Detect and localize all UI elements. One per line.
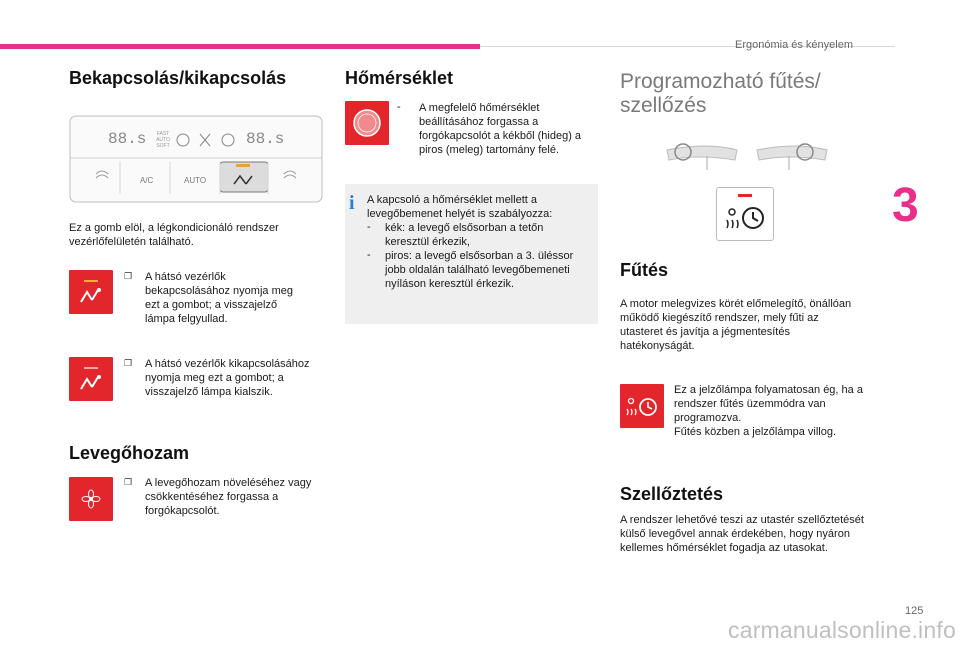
auto-button[interactable]: AUTO	[184, 176, 207, 185]
programmable-heating-button	[716, 187, 774, 241]
rear-seat-air-icon	[77, 286, 105, 306]
section-title-heating: Fűtés	[620, 260, 669, 280]
heating-timer-icon	[723, 202, 767, 234]
page-number: 125	[905, 605, 924, 617]
bullet-marker-1: ❐	[124, 271, 133, 281]
ac-button[interactable]: A/C	[140, 176, 154, 185]
airflow-text: A levegőhozam növeléséhez vagy csökkentéséhez forgassa a forgókapcsolót.	[145, 477, 312, 517]
ventilation-text: A rendszer lehetővé teszi az utastér szellőztetését külső levegővel annak érdekében, hogy nyáron kellemes hőmérséklet fogadja az utasokat.	[620, 514, 864, 554]
dashboard-illustration	[665, 138, 831, 174]
rear-controls-off-icon	[69, 357, 113, 401]
section-title-onoff: Bekapcsolás/kikapcsolás	[69, 68, 287, 88]
chapter-number: 3	[892, 179, 919, 232]
control-panel-drawing	[68, 112, 324, 206]
section-title-programmable: Programozható fűtés/ szellőzés	[620, 70, 821, 117]
dial-icon	[351, 107, 383, 139]
rear-controls-on-icon	[69, 270, 113, 314]
rear-off-text: A hátsó vezérlők kikapcsolásához nyomja meg ezt a gombot; a visszajelző lámpa kialszik.	[145, 358, 310, 398]
header-accent-bar	[0, 44, 480, 49]
chapter-title: Ergonómia és kényelem	[735, 39, 854, 51]
control-panel-illustration	[68, 112, 324, 206]
temp-display-right: 88.s	[246, 130, 285, 148]
section-title-ventilation: Szellőztetés	[620, 484, 724, 504]
watermark: carmanualsonline.info	[728, 617, 956, 643]
heating-text: A motor melegvizes körét előmelegítő, önállóan működő kiegészítő rendszer, mely fűti az utasteret és javítja a jégmentesítés hatékonyságát.	[620, 298, 852, 352]
onoff-intro-text: Ez a gomb elöl, a légkondicionáló rendszer vezérlőfelületén található.	[69, 222, 279, 248]
bullet-marker-2: ❐	[124, 358, 133, 368]
heating-indicator-icon	[620, 384, 664, 428]
heating-indicator-timer-icon	[624, 394, 660, 420]
temperature-dial-icon	[345, 101, 389, 145]
info-item-blue: kék: a levegő elsősorban a tetőn keresztül érkezik,	[385, 222, 544, 248]
programming-indicator-lamp	[738, 194, 752, 197]
fan-icon	[81, 489, 101, 509]
bullet-marker-3: ❐	[124, 477, 133, 487]
dash-marker-info-1: -	[367, 221, 371, 233]
section-title-airflow: Levegőhozam	[69, 443, 190, 463]
indicator-lamp-off	[84, 367, 98, 369]
indicator-lamp-on	[84, 280, 98, 282]
temp-display-left: 88.s	[108, 130, 147, 148]
info-item-red: piros: a levegő elsősorban a 3. üléssor jobb oldalán található levegőbemeneti nyíláson keresztül érkezik.	[385, 250, 574, 290]
airflow-dial-icon	[69, 477, 113, 521]
rear-on-text: A hátsó vezérlők bekapcsolásához nyomja meg ezt a gombot; a visszajelző lámpa felgyullad.	[145, 271, 293, 325]
dash-marker-temp: -	[397, 101, 401, 113]
rear-seat-air-icon-off	[77, 373, 105, 393]
dash-marker-info-2: -	[367, 249, 371, 261]
info-intro-text: A kapcsoló a hőmérséklet mellett a levegőbemenet helyét is szabályozza:	[367, 194, 553, 220]
info-icon: i	[349, 192, 355, 214]
heating-indicator-text: Ez a jelzőlámpa folyamatosan ég, ha a rendszer fűtés üzemmódra van programozva. Fűtés közben a jelzőlámpa villog.	[674, 384, 863, 438]
fan-mode-label: FAST AUTO SOFT	[156, 131, 170, 149]
section-title-temperature: Hőmérséklet	[345, 68, 454, 88]
temperature-text: A megfelelő hőmérséklet beállításához forgassa a forgókapcsolót a kékből (hideg) a piros (meleg) tartomány felé.	[419, 102, 582, 156]
